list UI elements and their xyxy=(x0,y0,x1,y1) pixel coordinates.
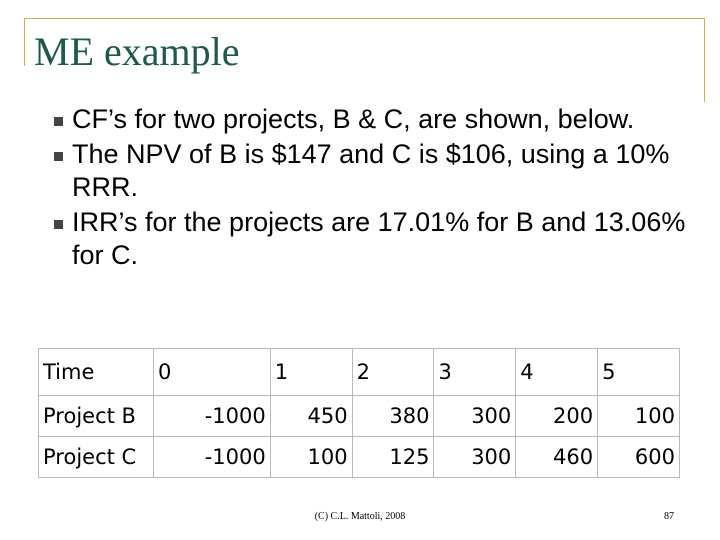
cell-value: 100 xyxy=(598,396,680,437)
square-bullet-icon xyxy=(54,117,63,126)
cell-value: 600 xyxy=(598,437,680,478)
footer-copyright: (C) C.L. Mattoli, 2008 xyxy=(314,511,406,522)
time-4: 4 xyxy=(516,349,598,396)
time-header-label: Time xyxy=(39,349,154,396)
bullet-item xyxy=(52,103,692,136)
time-3: 3 xyxy=(434,349,516,396)
row-label: Project C xyxy=(39,437,154,478)
square-bullet-icon xyxy=(54,152,63,161)
frame-right-line xyxy=(704,18,705,102)
cell-value: 460 xyxy=(516,437,598,478)
bullet-item xyxy=(52,206,692,272)
cell-value: -1000 xyxy=(154,396,271,437)
bullet-text: CF’s for two projects, B & C, are shown, below. xyxy=(72,104,635,134)
slide-title: ME example xyxy=(34,29,240,74)
time-1: 1 xyxy=(270,349,352,396)
cell-value: 300 xyxy=(434,396,516,437)
cell-value: 200 xyxy=(516,396,598,437)
bullet-list xyxy=(52,103,692,274)
frame-top-line xyxy=(24,18,704,19)
time-5: 5 xyxy=(598,349,680,396)
square-bullet-icon xyxy=(54,220,63,229)
table-header-row xyxy=(39,349,680,396)
page-number: 87 xyxy=(664,511,674,522)
cash-flow-table xyxy=(38,348,680,478)
table-row-project-b xyxy=(39,396,680,437)
cell-value: 100 xyxy=(270,437,352,478)
table-row-project-c xyxy=(39,437,680,478)
cell-value: -1000 xyxy=(154,437,271,478)
time-2: 2 xyxy=(352,349,434,396)
frame-left-line xyxy=(24,18,25,66)
cell-value: 300 xyxy=(434,437,516,478)
bullet-text: The NPV of B is $147 and C is $106, using a 10% RRR. xyxy=(72,139,670,202)
cell-value: 450 xyxy=(270,396,352,437)
bullet-item xyxy=(52,138,692,204)
bullet-text: IRR’s for the projects are 17.01% for B and 13.06% for C. xyxy=(72,207,686,270)
row-label: Project B xyxy=(39,396,154,437)
cell-value: 380 xyxy=(352,396,434,437)
cell-value: 125 xyxy=(352,437,434,478)
time-0: 0 xyxy=(154,349,271,396)
